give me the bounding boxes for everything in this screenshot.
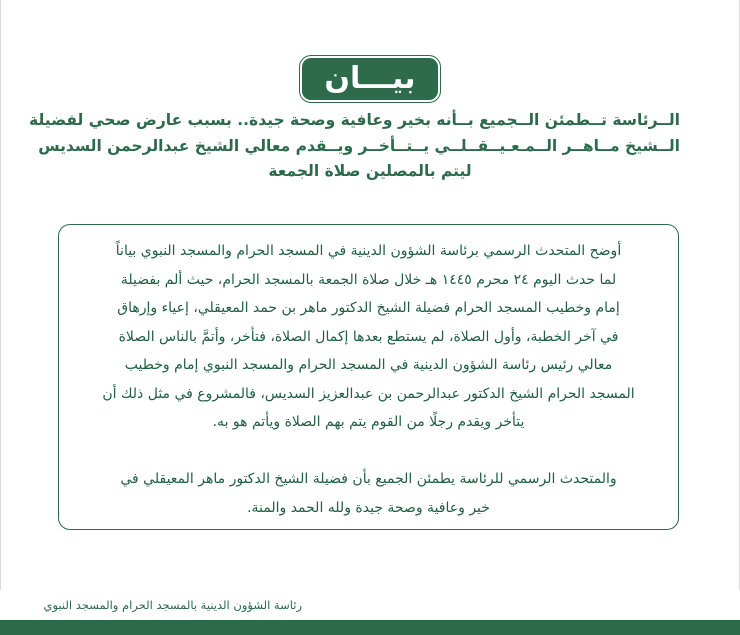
statement-line: معالي رئيس رئاسة الشؤون الدينية في المسجد الحرام والمسجد النبوي إمام وخطيب [124,357,613,373]
statement-line: في آخر الخطبة، وأول الصلاة، لم يستطع بعدها إكمال الصلاة، فتأخر، وأتمَّ بالناس الصلاة [118,328,619,345]
headline-line-2: الــشيخ مــاهــر الــمـعـيــقــلــي يــتــأخــر ويــقدم معالي الشيخ عبدالرحمن السديس [38,136,680,155]
headline-line-1: الــرئاسة تــطمئن الــجميع بــأنه بخير وعافية وصحة جيدة.. بسبب عارض صحي لفضيلة [29,111,680,129]
statement-line: أوضح المتحدث الرسمي برئاسة الشؤون الدينية في المسجد الحرام والمسجد النبوي بياناً [115,243,622,259]
badge-label: بيـــان [324,61,416,96]
statement-badge [302,58,438,100]
statement-text [75,237,662,522]
statement-line: خير وعافية وصحة جيدة ولله الحمد والمنة. [247,499,490,516]
statement-line: إمام وخطيب المسجد الحرام فضيلة الشيخ الدكتور ماهر بن حمد المعيقلي، إعياء وإرهاق [117,300,620,316]
statement-line: المسجد الحرام الشيخ الدكتور عبدالرحمن بن عبدالعزيز السديس، فالمشروع في مثل ذلك أن [102,385,635,402]
statement-line: لما حدث اليوم ٢٤ محرم ١٤٤٥ هـ خلال صلاة الجمعة بالمسجد الحرام، حيث ألم بفضيلة [120,271,617,288]
paragraph-gap [75,437,662,466]
headline-line-3: ليتم بالمصلين صلاة الجمعة [268,162,472,180]
headline [29,108,680,185]
statement-line: والمتحدث الرسمي للرئاسة يطمئن الجميع بأن فضيلة الشيخ الدكتور ماهر المعيقلي في [120,471,617,487]
statement-line: يتأخر ويقدم رجلًا من القوم يتم بهم الصلاة ويأتم هو به. [212,414,525,430]
statement-box [58,224,679,530]
footer-bar [0,620,740,635]
footer-label: رئاسة الشؤون الدينية بالمسجد الحرام والمسجد النبوي [43,598,302,612]
